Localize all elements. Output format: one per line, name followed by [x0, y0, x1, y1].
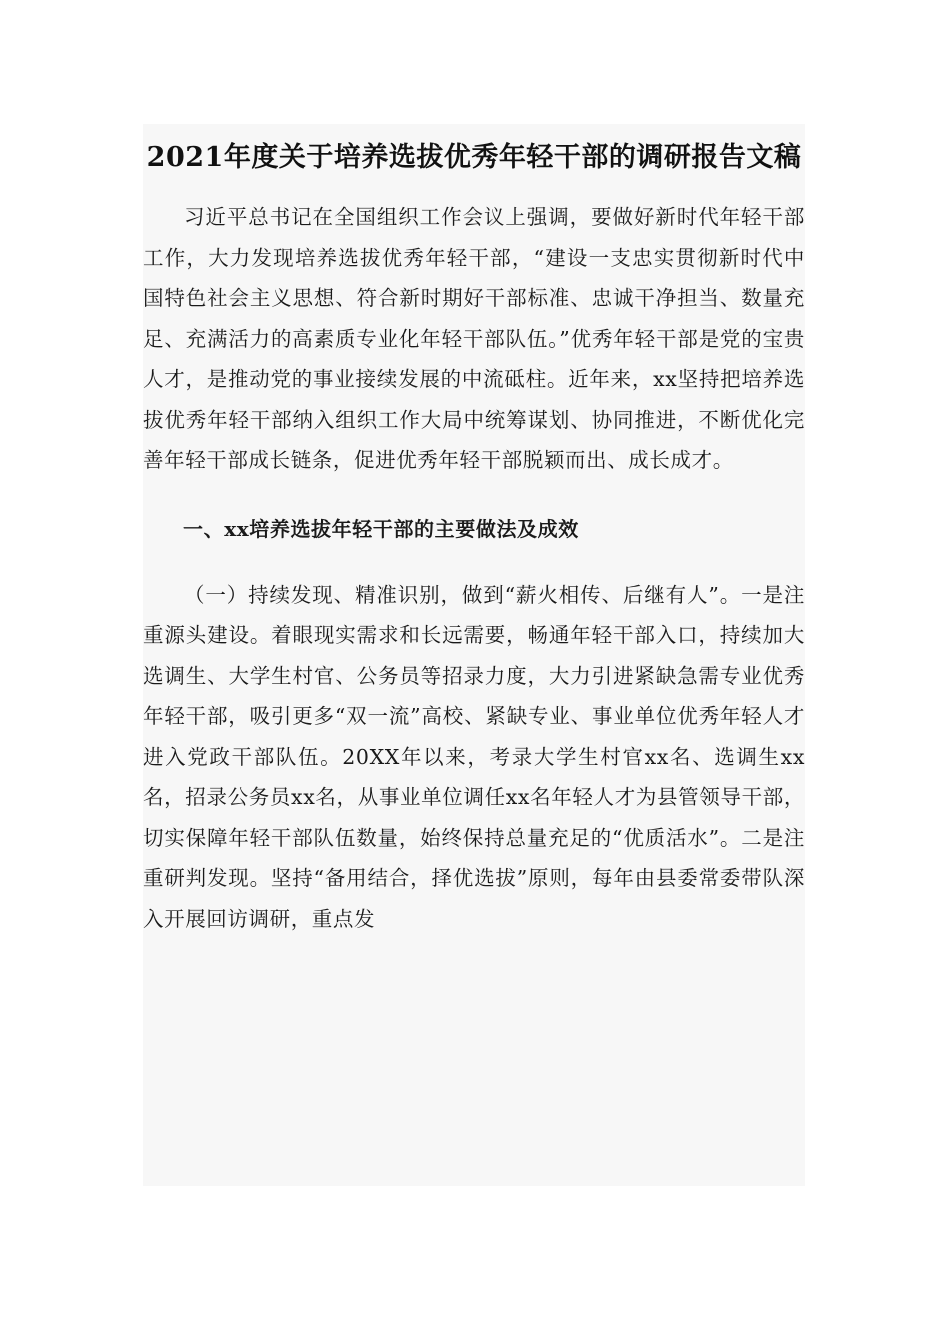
intro-paragraph: 习近平总书记在全国组织工作会议上强调，要做好新时代年轻干部工作，大力发现培养选拔优秀年轻干部，“建设一支忠实贯彻新时代中国特色社会主义思想、符合新时期好干部标准、忠诚干净担当、数量充足、充满活力的高素质专业化年轻干部队伍。”优秀年轻干部是党的宝贵人才，是推动党的事业接续发展的中流砥柱。近年来，xx坚持把培养选拔优秀年轻干部纳入组织工作大局中统筹谋划、协同推进，不断优化完善年轻干部成长链条，促进优秀年轻干部脱颖而出、成长成才。: [143, 205, 805, 472]
section-heading: 一、xx培养选拔年轻干部的主要做法及成效: [183, 516, 579, 541]
document-page: [143, 124, 805, 1186]
document-body: [143, 197, 805, 939]
subsection-paragraph: （一）持续发现、精准识别，做到“薪火相传、后继有人”。一是注重源头建设。着眼现实需求和长远需要，畅通年轻干部入口，持续加大选调生、大学生村官、公务员等招录力度，大力引进紧缺急需专业优秀年轻干部，吸引更多“双一流”高校、紧缺专业、事业单位优秀年轻人才进入党政干部队伍。20XX年以来，考录大学生村官xx名、选调生xx名，招录公务员xx名，从事业单位调任xx名年轻人才为县管领导干部，切实保障年轻干部队伍数量，始终保持总量充足的“优质活水”。二是注重研判发现。坚持“备用结合，择优选拔”原则，每年由县委常委带队深入开展回访调研，重点发: [143, 582, 805, 931]
document-title: 2021年度关于培养选拔优秀年轻干部的调研报告文稿: [146, 142, 802, 173]
